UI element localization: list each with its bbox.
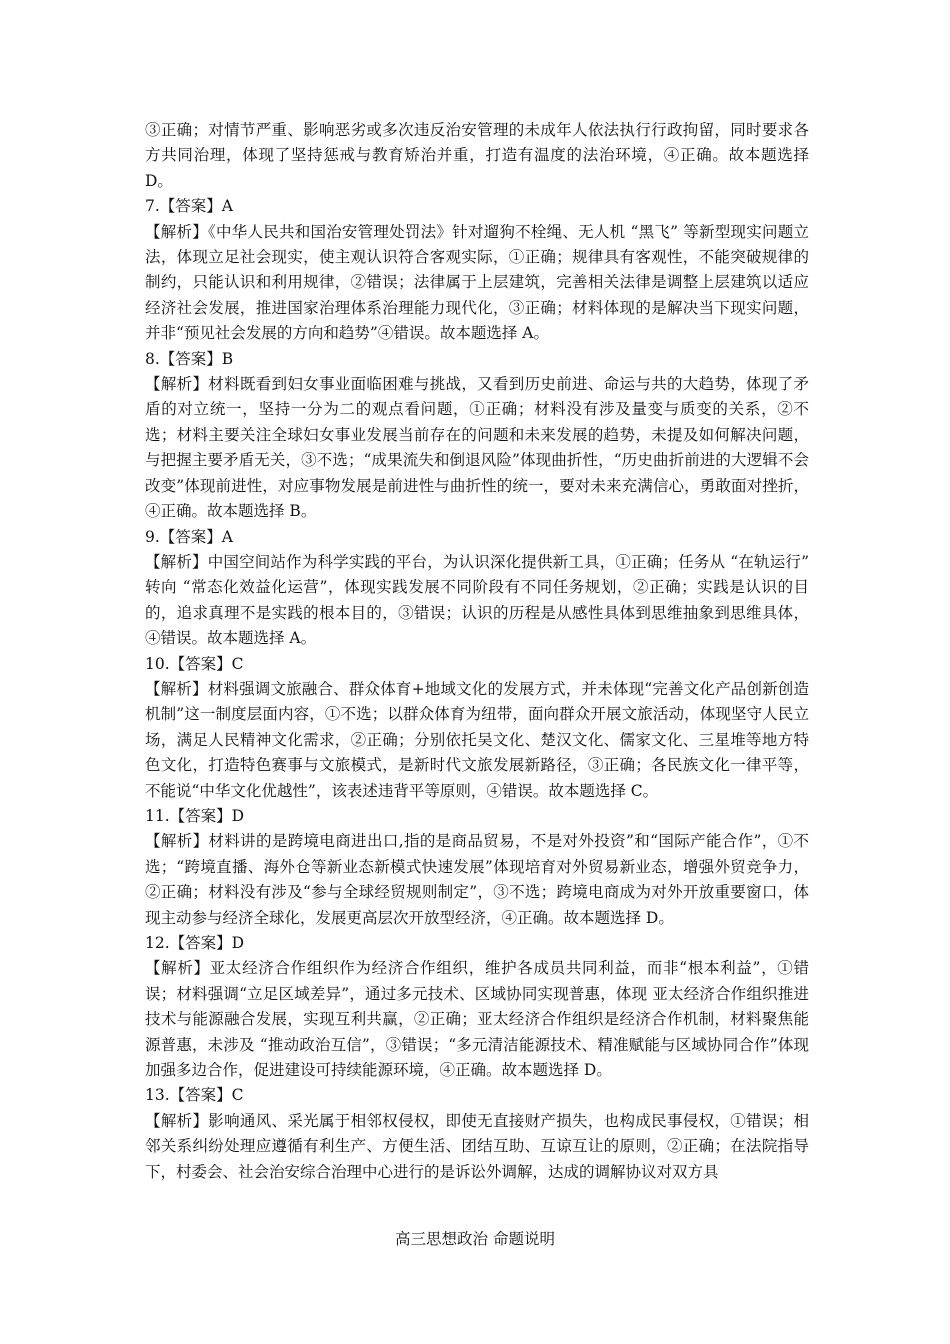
analysis-13: 【解析】影响通风、采光属于相邻权侵权，即使无直接财产损失，也构成民事侵权，①错误；相邻关系纠纷处理应遵循有利生产、方便生活、团结互助、互谅互让的原则，②正确；在法院指导下，村委会、社会治安综合治理中心进行的是诉讼外调解，达成的调解协议对双方具: [145, 1111, 809, 1181]
intro-paragraph: ③正确；对情节严重、影响恶劣或多次违反治安管理的未成年人依法执行行政拘留，同时要求各方共同治理，体现了坚持惩戒与教育矫治并重，打造有温度的法治环境，④正确。故本题选择 D。: [145, 121, 809, 190]
answer-12: 12.【答案】D: [145, 934, 245, 952]
answer-10: 10.【答案】C: [145, 654, 244, 673]
analysis-11: 【解析】材料讲的是跨境电商进出口,指的是商品贸易，不是对外投资”和“国际产能合作”，①不选；“跨境直播、海外仓等新业态新模式快速发展”体现培育对外贸易新业态，增强外贸竞争力，②正确；材料没有涉及“参与全球经贸规则制定”，③不选；跨境电商成为对外开放重要窗口，体现主动参与经济全球化，发展更高层次开放型经济，④正确。故本题选择 D。: [145, 832, 809, 927]
answer-9: 9.【答案】A: [145, 527, 233, 546]
document-body: [145, 118, 809, 1185]
answer-8: 8.【答案】B: [145, 349, 234, 368]
answer-11: 11.【答案】D: [145, 806, 245, 825]
analysis-8: 【解析】材料既看到妇女事业面临困难与挑战，又看到历史前进、命运与共的大趋势，体现了矛盾的对立统一，坚持一分为二的观点看问题，①正确；材料没有涉及量变与质变的关系，②不选；材料主要关注全球妇女事业发展当前存在的问题和未来发展的趋势，未提及如何解决问题，与把握主要矛盾无关，③不选；“成果流失和倒退风险”体现曲折性，“历史曲折前进的大逻辑不会改变”体现前进性，对应事物发展是前进性与曲折性的统一，要对未来充满信心，勇敢面对挫折，④正确。故本题选择 B。: [145, 375, 809, 521]
answer-13: 13.【答案】C: [145, 1086, 244, 1105]
analysis-10: 【解析】材料强调文旅融合、群众体育+地域文化的发展方式，并未体现“完善文化产品创新创造机制”这一制度层面内容，①不选；以群众体育为纽带，面向群众开展文旅活动，体现坚守人民立场，满足人民精神文化需求，②正确；分别依托吴文化、楚汉文化、儒家文化、三星堆等地方特色文化，打造特色赛事与文旅模式，是新时代文旅发展新路径，③正确；各民族文化一律平等，不能说“中华文化优越性”，该表述违背平等原则，④错误。故本题选择 C。: [145, 679, 809, 800]
analysis-9: 【解析】中国空间站作为科学实践的平台，为认识深化提供新工具，①正确；任务从 “在轨运行” 转向 “常态化效益化运营”，体现实践发展不同阶段有不同任务规划，②正确；实践是认识的目的，追求真理不是实践的根本目的，③错误；认识的历程是从感性具体到思维抽象到思维具体，④错误。故本题选择 A。: [145, 552, 809, 648]
analysis-12: 【解析】亚太经济合作组织作为经济合作组织，维护各成员共同利益，而非“根本利益”，①错误；材料强调“立足区域差异”，通过多元技术、区域协同实现普惠，体现 亚太经济合作组织推进技术与能源融合发展，实现互利共赢，②正确；亚太经济合作组织是经济合作机制，材料聚焦能源普惠，未涉及 “推动政治互信”，③错误；“多元清洁能源技术、精准赋能与区域协同合作”体现加强多边合作，促进建设可持续能源环境，④正确。故本题选择 D。: [145, 959, 809, 1080]
page-footer: 高三思想政治 命题说明: [395, 1230, 555, 1248]
analysis-7: 【解析】《中华人民共和国治安管理处罚法》针对遛狗不栓绳、无人机 “黑飞” 等新型现实问题立法，体现立足社会现实，使主观认识符合客观实际，①正确；规律具有客观性，不能突破规律的制约，只能认识和利用规律，②错误；法律属于上层建筑，完善相关法律是调整上层建筑以适应经济社会发展，推进国家治理体系治理能力现代化，③正确；材料体现的是解决当下现实问题，并非“预见社会发展的方向和趋势”④错误。故本题选择 A。: [145, 222, 809, 343]
answer-7: 7.【答案】A: [145, 197, 233, 216]
